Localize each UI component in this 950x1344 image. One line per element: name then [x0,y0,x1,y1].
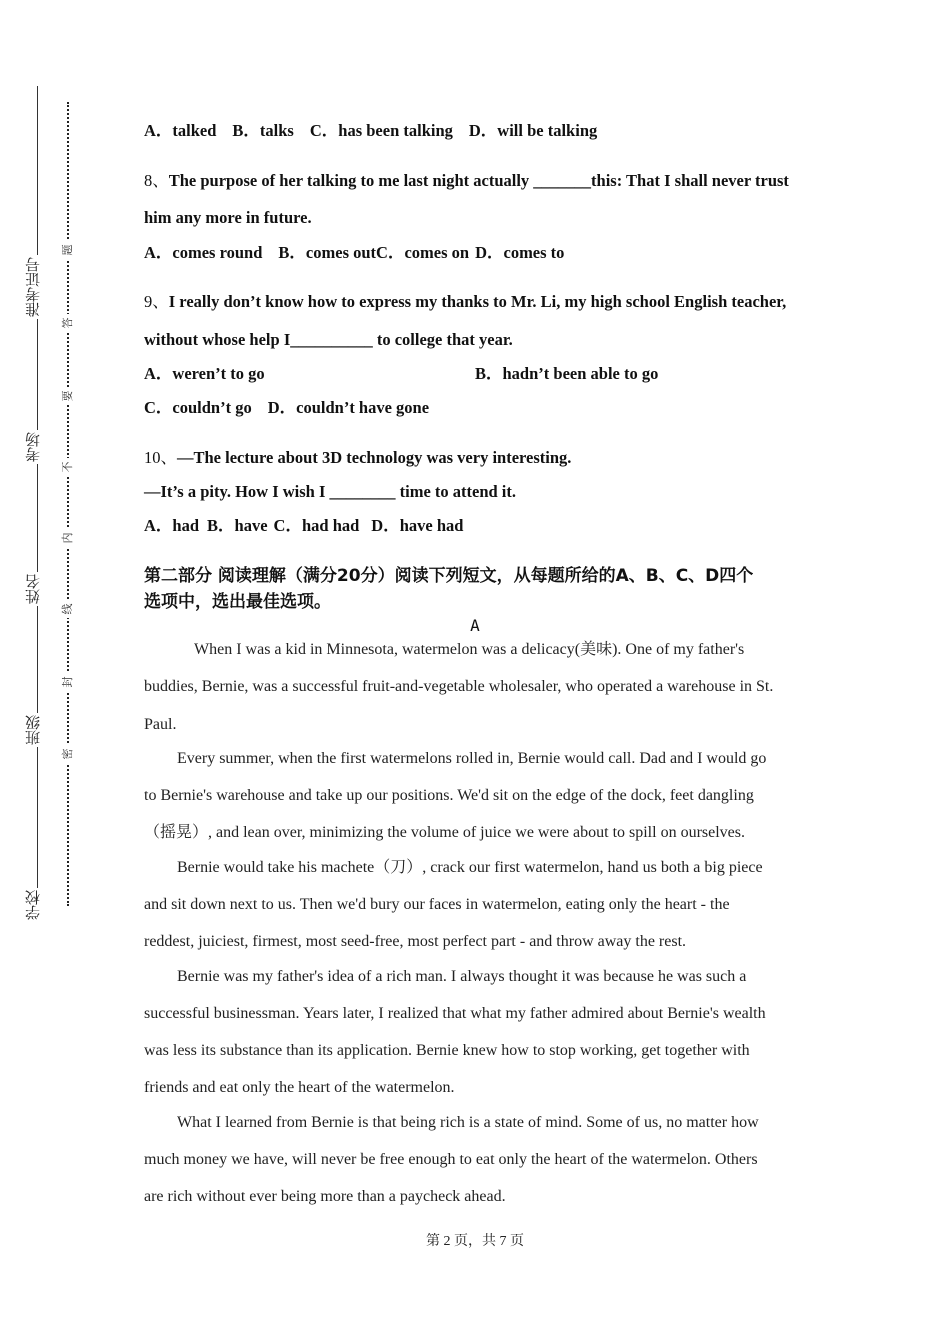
section2-heading-line2: 选项中，选出最佳选项。 [144,592,331,612]
q7-option-b: B．talks [232,121,294,140]
q7-option-c: C．has been talking [309,121,453,140]
q10-options [144,515,479,537]
student-name-label: 姓名 [18,572,48,606]
passage-line: reddest, juiciest, firmest, most seed-free, most perfect part - and throw away the rest. [144,933,687,950]
q10-option-a: A．had [144,516,200,535]
q8-option-b: B．comes out [278,243,377,262]
passage-line: friends and eat only the heart of the watermelon. [144,1079,455,1096]
q8-option-c: C．comes on [376,243,470,262]
seal-char: 内 [59,529,77,547]
q10-option-b: B．have [207,516,268,535]
q8-options [144,242,580,264]
exam-number-label: 准考证号 [18,255,48,319]
passage-line: and sit down next to us. Then we'd bury our faces in watermelon, eating only the heart - the [144,896,730,913]
q9-option-d: D．couldn’t have gone [267,398,430,417]
passage-line: Bernie would take his machete（刀）, crack our first watermelon, hand us both a big piece [177,859,763,876]
q10-option-c: C．had had [273,516,360,535]
q9-option-b: B．hadn’t been able to go [475,364,659,383]
seal-char: 线 [59,600,77,618]
binding-dotted-line [67,102,69,906]
binding-solid-line [37,86,38,918]
passage-line: Every summer, when the first watermelons rolled in, Bernie would call. Dad and I would go [177,750,767,767]
section2-heading-line1: 第二部分 阅读理解（满分20分）阅读下列短文，从每题所给的A、B、C、D四个 [144,566,754,586]
q8-option-d: D．comes to [475,243,565,262]
q8-stem-line1 [144,170,789,192]
page-footer: 第 2 页，共 7 页 [426,1234,524,1249]
seal-char: 封 [59,673,77,691]
q9-number: 9、 [144,292,169,311]
q10-option-d: D．have had [371,516,464,535]
q9-options-cd [144,397,445,419]
q8-number: 8、 [144,171,169,190]
passage-line: are rich without ever being more than a paycheck ahead. [144,1188,506,1205]
passage-line: When I was a kid in Minnesota, watermelon was a delicacy(美味). One of my father's [194,641,745,658]
q8-stem-line2: him any more in future. [144,208,312,227]
school-label: 学校 [18,888,48,922]
seal-char: 题 [59,241,77,259]
q9-stem-line1 [144,291,786,313]
q10-stem-line2: —It’s a pity. How I wish I ________ time to attend it. [144,482,517,501]
q9-option-a: A．weren’t to go [144,364,265,383]
q7-option-d: D．will be talking [468,121,598,140]
q10-number: 10、 [144,448,177,467]
passage-line: to Bernie's warehouse and take up our positions. We'd sit on the edge of the dock, feet dangling [144,787,754,804]
passage-line: Bernie was my father's idea of a rich man. I always thought it was because he was such a [177,968,747,985]
class-label: 班级 [18,713,48,747]
seal-char: 不 [59,458,77,476]
q7-option-a: A．talked [144,121,217,140]
passage-line: Paul. [144,716,177,733]
exam-room-label: 考场 [18,430,48,464]
passage-line: successful businessman. Years later, I realized that what my father admired about Bernie's wealth [144,1005,766,1022]
passage-line: was less its substance than its application. Bernie knew how to stop working, get together with [144,1042,750,1059]
q9-option-c: C．couldn’t go [144,398,252,417]
seal-char: 密 [59,745,77,763]
q7-options [144,120,613,142]
passage-line: much money we have, will never be free enough to eat only the heart of the watermelon. Others [144,1151,758,1168]
passage-line: What I learned from Bernie is that being rich is a state of mind. Some of us, no matter how [177,1114,759,1131]
passage-line: buddies, Bernie, was a successful fruit-and-vegetable wholesaler, who operated a warehouse in St. [144,678,774,695]
seal-char: 要 [59,387,77,405]
seal-char: 答 [59,314,77,332]
q10-stem-text: —The lecture about 3D technology was very interesting. [177,448,572,467]
q10-stem-line1 [144,447,571,469]
passage-label: A [470,616,480,635]
passage-line: （摇晃）, and lean over, minimizing the volume of juice we were about to spill on ourselves. [144,824,746,841]
q8-stem-text: The purpose of her talking to me last night actually _______this: That I shall never trust [168,171,789,190]
q8-option-a: A．comes round [144,243,263,262]
q9-stem-line2: without whose help I__________ to college that year. [144,330,513,349]
q9-stem-text: I really don’t know how to express my thanks to Mr. Li, my high school English teacher, [168,292,787,311]
